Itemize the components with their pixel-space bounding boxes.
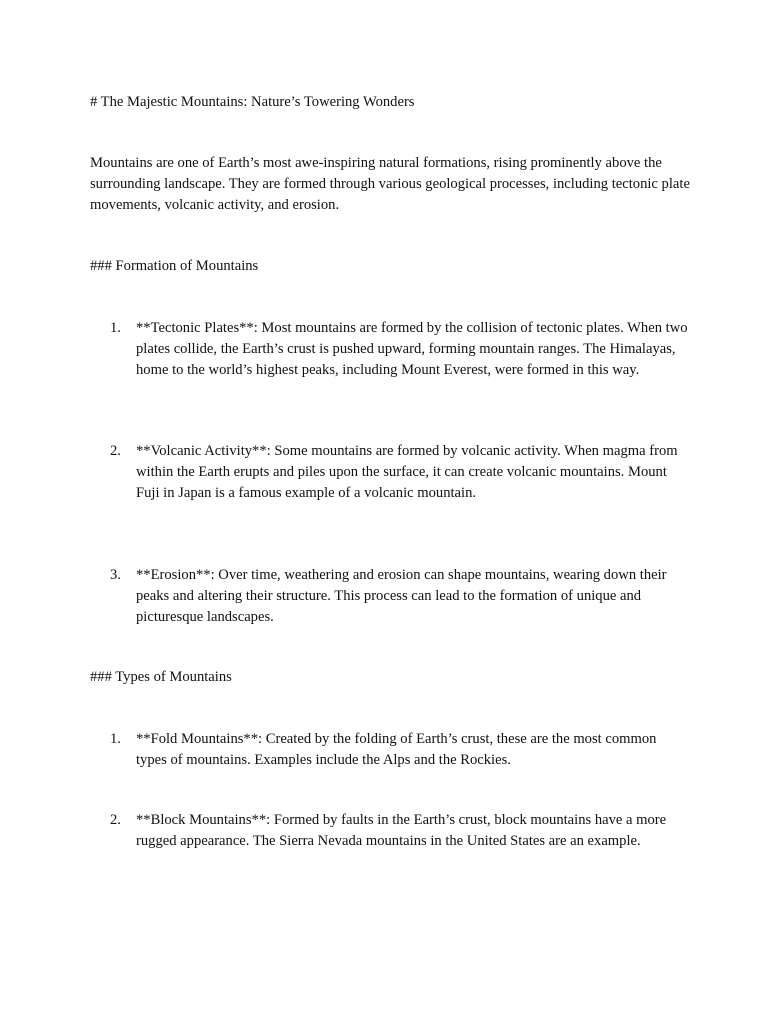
intro-paragraph: Mountains are one of Earth’s most awe-inspiring natural formations, rising prominently above the surrounding landscape. They are formed through various geological processes, including tectonic plate movements, volcanic activity, and erosion. (90, 155, 690, 213)
list-item-number: 2. (110, 812, 121, 828)
list-item-text: **Block Mountains**: Formed by faults in the Earth’s crust, block mountains have a more rugged appearance. The Sierra Nevada mountains in the United States are an example. (136, 812, 667, 849)
list-item-number: 1. (110, 320, 121, 336)
types-heading: ### Types of Mountains (90, 669, 232, 685)
list-item-number: 3. (110, 567, 121, 583)
list-item-text: **Erosion**: Over time, weathering and erosion can shape mountains, wearing down their peaks and altering their structure. This process can lead to the formation of unique and picturesque landscapes. (136, 567, 667, 625)
list-item-number: 1. (110, 731, 121, 747)
list-item-number: 2. (110, 443, 121, 459)
list-item-text: **Fold Mountains**: Created by the folding of Earth’s crust, these are the most common types of mountains. Examples include the Alps and the Rockies. (136, 731, 657, 768)
list-item-text: **Tectonic Plates**: Most mountains are formed by the collision of tectonic plates. When two plates collide, the Earth’s crust is pushed upward, forming mountain ranges. The Himalayas, home to the world’s highest peaks, including Mount Everest, were formed in this way. (136, 320, 688, 378)
formation-heading: ### Formation of Mountains (90, 258, 259, 274)
list-item-text: **Volcanic Activity**: Some mountains are formed by volcanic activity. When magma from within the Earth erupts and piles upon the surface, it can create volcanic mountains. Mount Fuji in Japan is a famous example of a volcanic mountain. (136, 443, 678, 501)
document-title: # The Majestic Mountains: Nature’s Towering Wonders (90, 94, 415, 110)
